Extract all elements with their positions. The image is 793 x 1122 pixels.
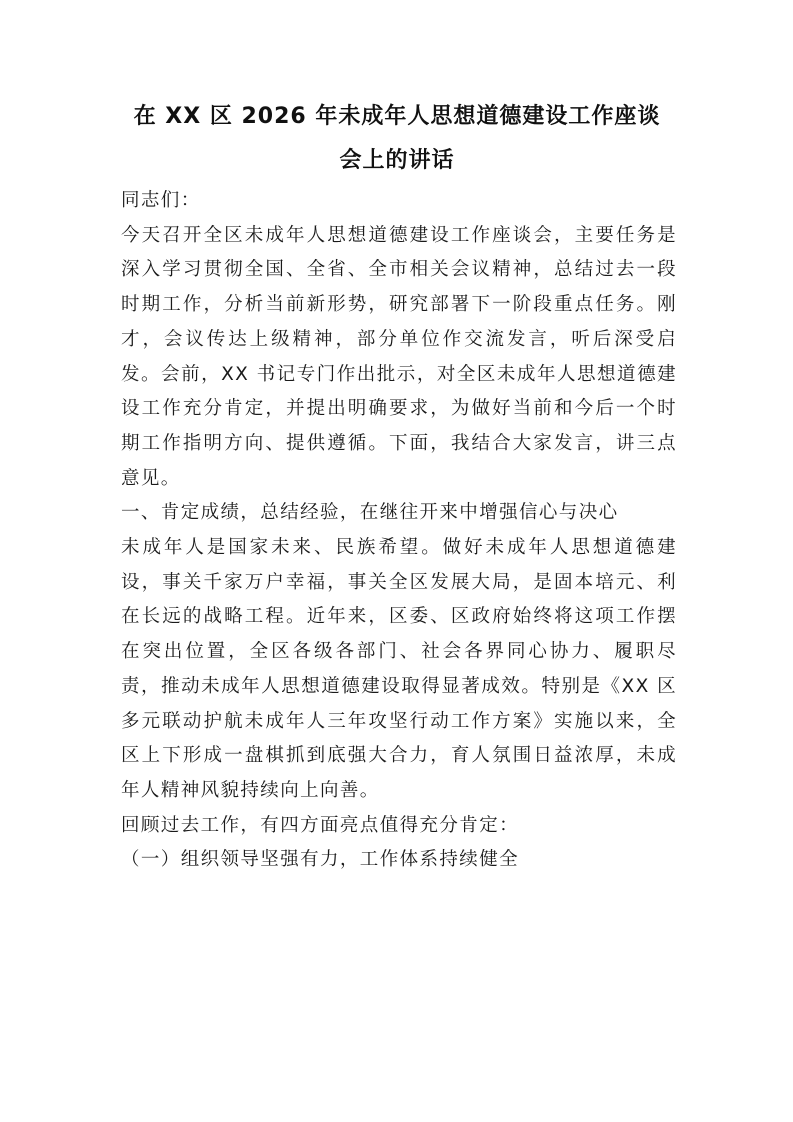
title-line-2: 会上的讲话 [339, 148, 455, 173]
body-paragraph: 回顾过去工作，有四方面亮点值得充分肯定： [121, 814, 520, 836]
page-title [121, 95, 673, 183]
subsection-heading: （一）组织领导坚强有力，工作体系持续健全 [121, 849, 520, 871]
intro-paragraph: 今天召开全区未成年人思想道德建设工作座谈会，主要任务是深入学习贯彻全国、全省、全市相关会议精神，总结过去一段时期工作，分析当前新形势，研究部署下一阶段重点任务。刚才，会议传达上级精神，部分单位作交流发言，听后深受启发。会前，XX 书记专门作出批示，对全区未成年人思想道德建设工作充分肯定，并提出明确要求，为做好当前和今后一个时期工作指明方向、提供遵循。下面，我结合大家发言，讲三点意见。 [121, 224, 677, 489]
body-paragraph: 未成年人是国家未来、民族希望。做好未成年人思想道德建设，事关千家万户幸福，事关全区发展大局，是固本培元、利在长远的战略工程。近年来，区委、区政府始终将这项工作摆在突出位置，全区各级各部门、社会各界同心协力、履职尽责，推动未成年人思想道德建设取得显著成效。特别是《XX 区多元联动护航未成年人三年攻坚行动工作方案》实施以来，全区上下形成一盘棋抓到底强大合力，育人氛围日益浓厚，未成年人精神风貌持续向上向善。 [121, 537, 677, 801]
title-line-1: 在 XX 区 2026 年未成年人思想道德建设工作座谈 [133, 104, 661, 129]
section-heading-1: 一、肯定成绩，总结经验，在继往开来中增强信心与决心 [121, 502, 619, 524]
speech-body [121, 184, 677, 878]
greeting: 同志们： [121, 190, 201, 211]
